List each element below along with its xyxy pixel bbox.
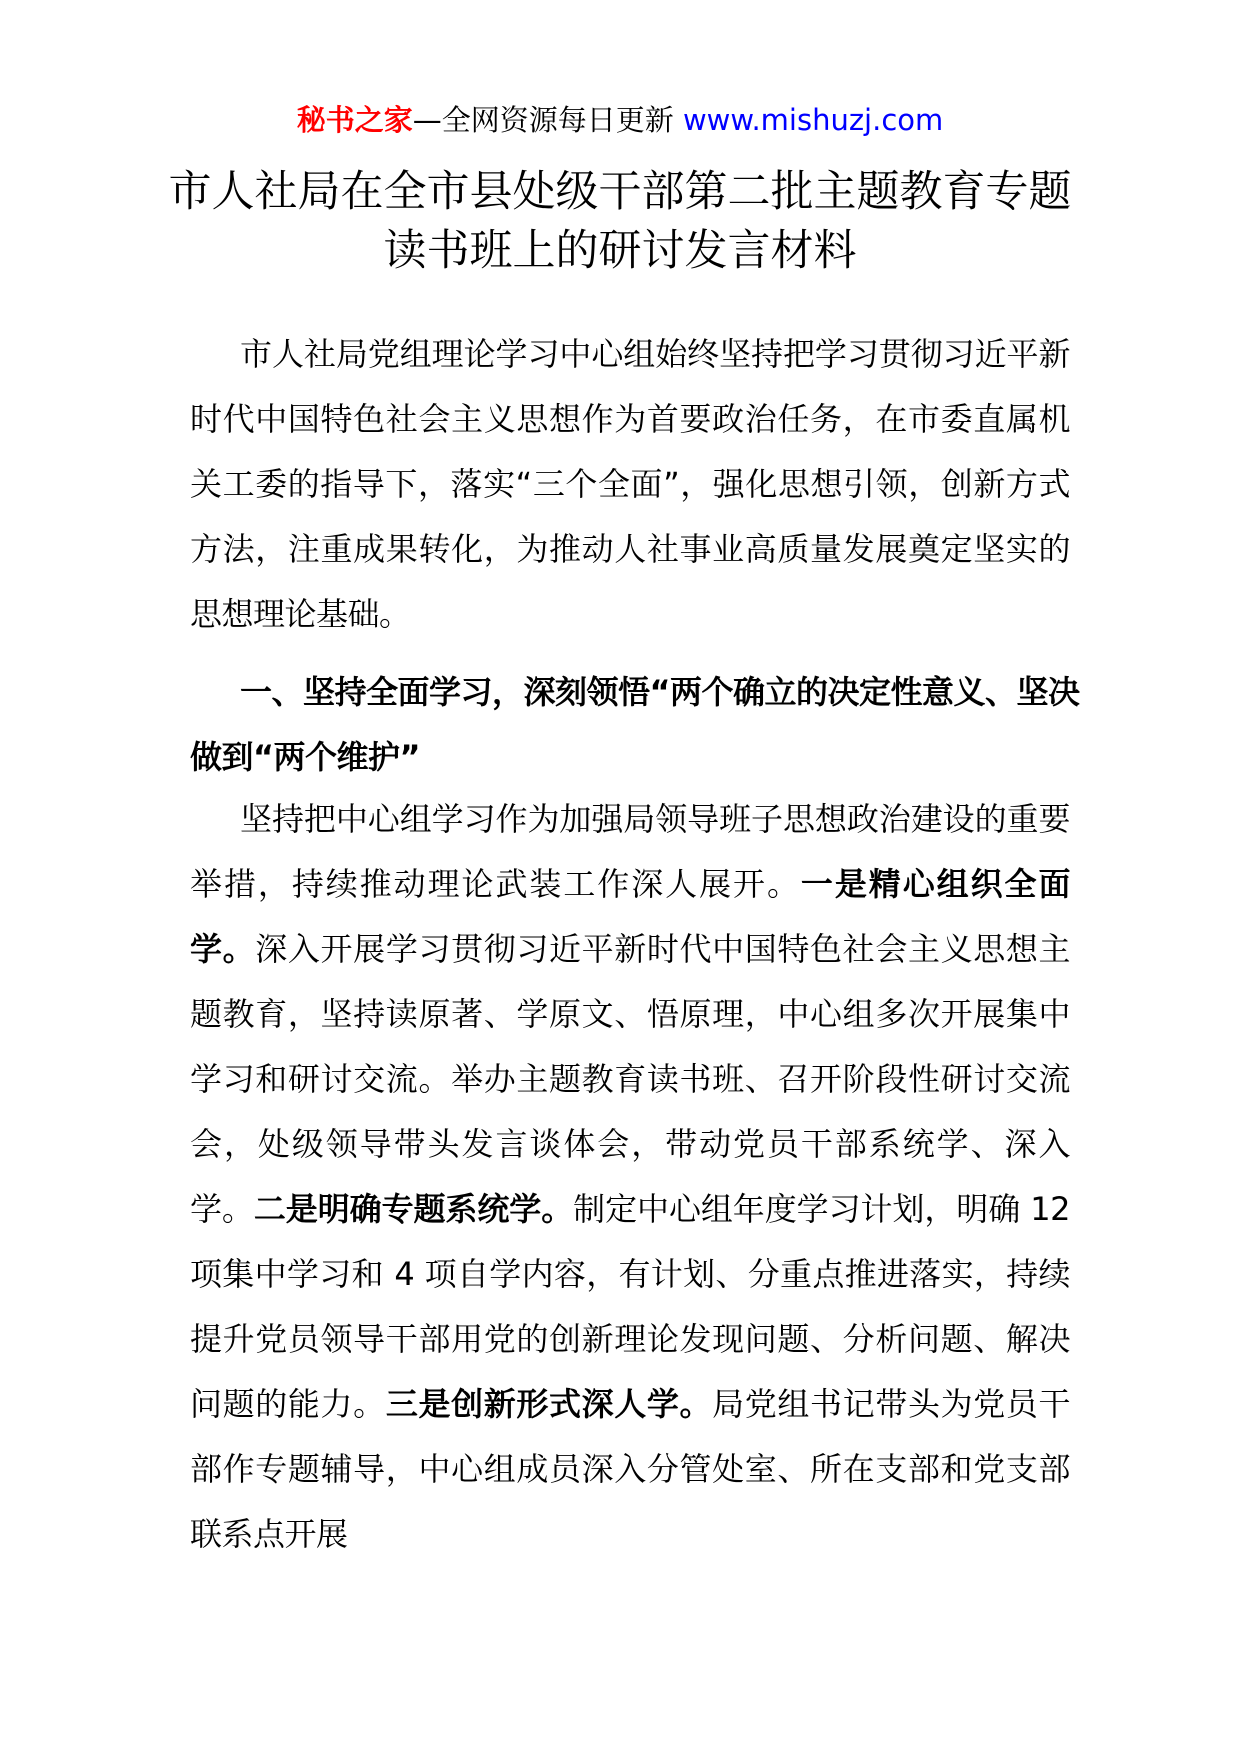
paragraph-text: 坚持把中心组学习作为加强局领导班子思想政治建设的重要举措，持续推动理论武装工作深人展开。 [190,800,1070,903]
section-paragraph [190,787,1070,1567]
site-header [0,100,1240,140]
header-tagline: —全网资源每日更新 [412,103,674,137]
paragraph-text: 局党组书记带头为党员干部作专题辅导，中心组成员深入分管处室、所在支部和党支部联系点开展 [190,1385,1070,1553]
bold-point-2: 二是明确专题系统学。 [253,1190,574,1228]
paragraph-text: 制定中心组年度学习计划，明确 12 项集中学习和 4 项自学内容，有计划、分重点推进落实，持续提升党员领导干部用党的创新理论发现问题、分析问题、解决问题的能力。 [190,1190,1070,1423]
document-title: 市人社局在全市县处级干部第二批主题教育专题读书班上的研讨发言材料 [168,167,1072,276]
paragraph-text: 深入开展学习贯彻习近平新时代中国特色社会主义思想主题教育，坚持读原著、学原文、悟原理，中心组多次开展集中学习和研讨交流。举办主题教育读书班、召开阶段性研讨交流会，处级领导带头发言谈体会，带动党员干部系统学、深入学。 [190,930,1070,1228]
header-brand: 秘书之家 [296,103,413,137]
bold-point-3: 三是创新形式深人学。 [385,1385,713,1423]
intro-paragraph: 市人社局党组理论学习中心组始终坚持把学习贯彻习近平新时代中国特色社会主义思想作为首要政治任务，在市委直属机关工委的指导下，落实“三个全面”，强化思想引领，创新方式方法，注重成果转化，为推动人社事业高质量发展奠定坚实的思想理论基础。 [190,335,1070,633]
section-heading: 一、坚持全面学习，深刻领悟“两个确立的决定性意义、坚决做到“两个维护” [190,673,1080,776]
bold-point-1: 一是精心组织全面学。 [190,865,1070,968]
header-url[interactable]: www.mishuzj.com [682,103,944,137]
